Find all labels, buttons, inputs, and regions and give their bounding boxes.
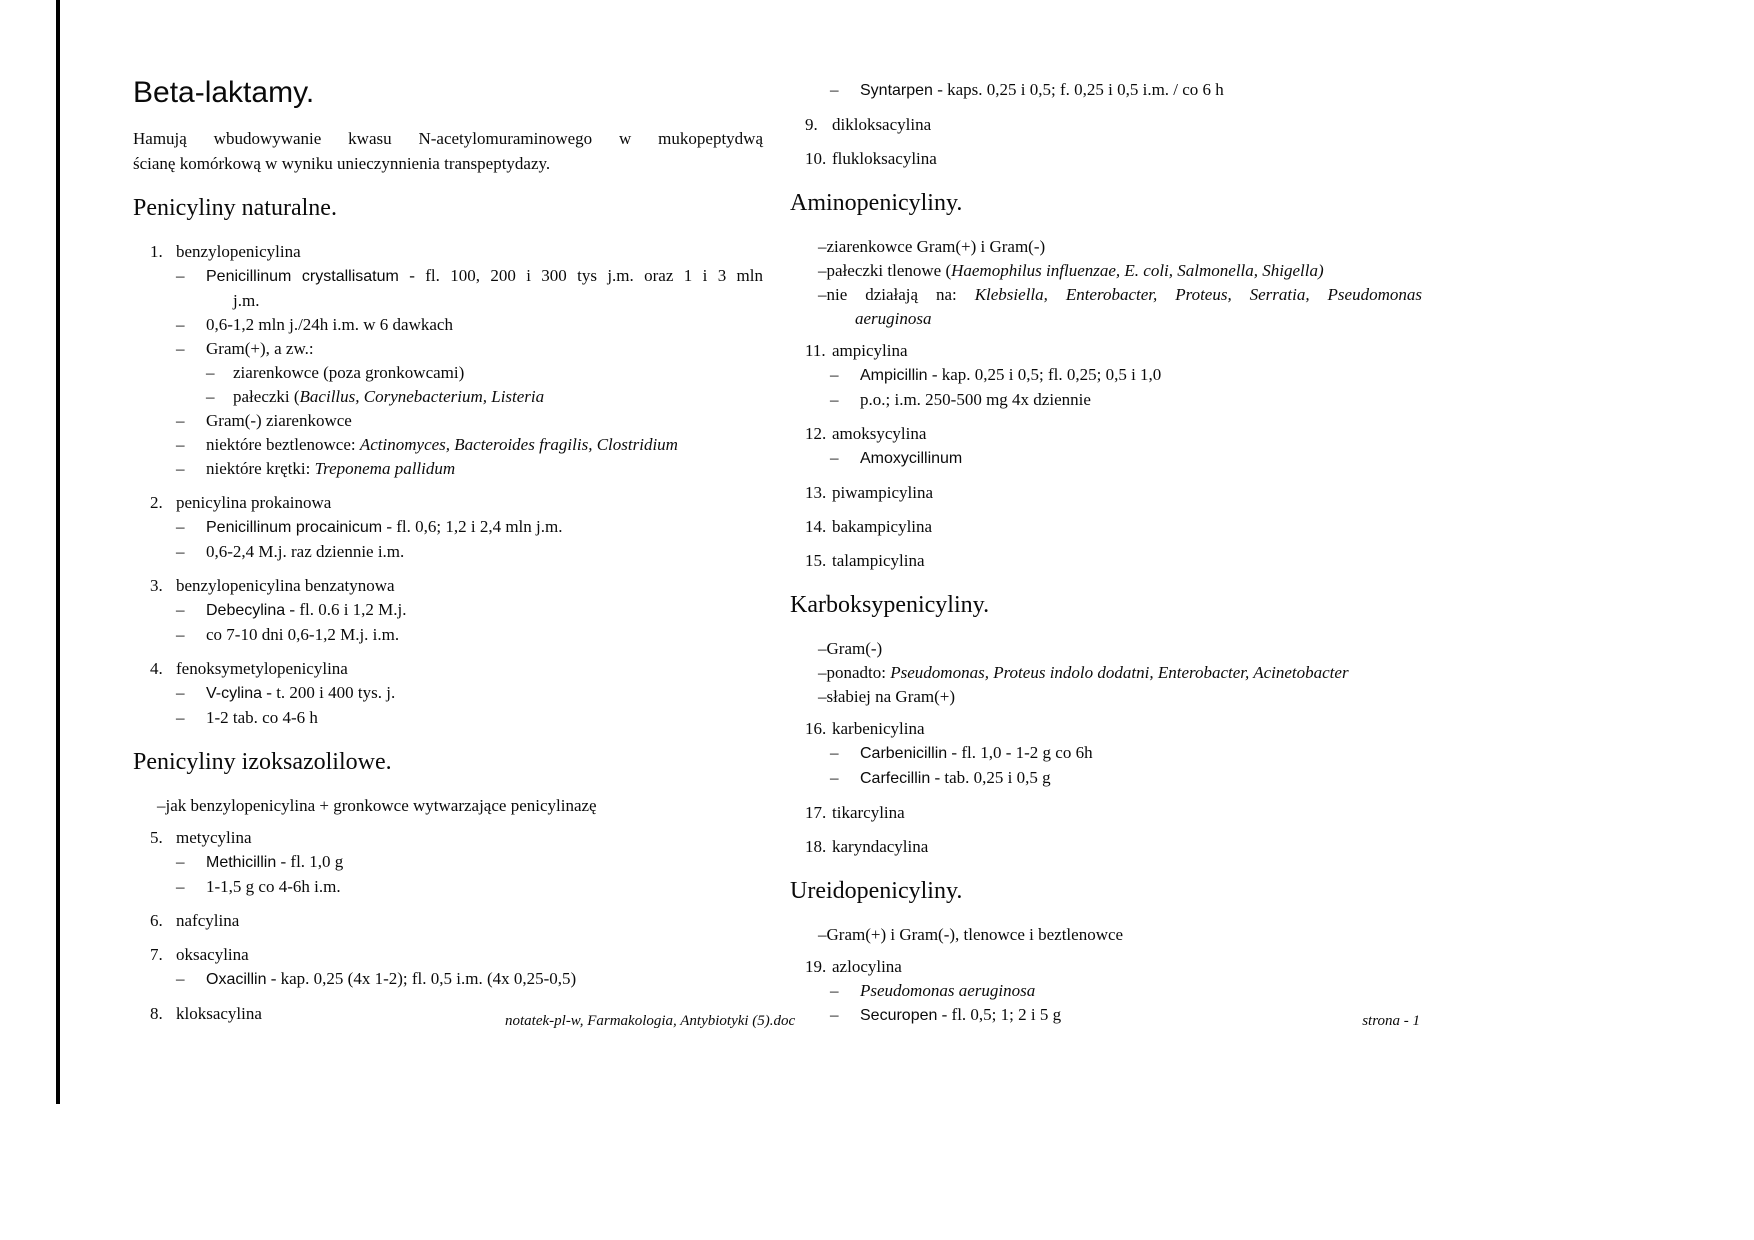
sub-text: 0,6-1,2 mln j./24h i.m. w 6 dawkach xyxy=(206,315,453,334)
numbered-item xyxy=(790,717,1422,741)
species-name: Pseudomonas, Proteus indolo dodatni, Enterobacter, Acinetobacter xyxy=(890,663,1349,682)
sub-item xyxy=(133,313,763,337)
numbered-item xyxy=(790,549,1422,573)
drug-name: Penicillinum crystallisatum xyxy=(206,268,399,285)
dash-bullet: – xyxy=(818,687,827,706)
section-notes xyxy=(790,235,1422,331)
dash-bullet: – xyxy=(176,625,185,644)
item-number: 10. xyxy=(805,149,827,168)
item-number: 9. xyxy=(805,115,818,134)
sub-item xyxy=(133,598,763,623)
drug-name: Methicillin xyxy=(206,854,277,871)
item-number: 18. xyxy=(805,837,827,856)
dash-bullet: – xyxy=(176,266,185,285)
numbered-item xyxy=(133,657,763,681)
species-name: Actinomyces, Bacteroides fragilis, Clostridium xyxy=(359,435,678,454)
section-heading: Aminopenicyliny. xyxy=(790,190,963,216)
sub-text: Securopen - fl. 0,5; 1; 2 i 5 g xyxy=(860,1005,1062,1024)
numbered-group xyxy=(790,78,1422,103)
item-number: 4. xyxy=(150,659,163,678)
sub-item xyxy=(790,363,1422,388)
sub-item xyxy=(790,766,1422,791)
dash-bullet: – xyxy=(157,796,166,815)
dash-bullet: – xyxy=(176,459,185,478)
numbered-group xyxy=(133,826,763,899)
numbered-group xyxy=(133,491,763,564)
numbered-group xyxy=(790,113,1422,137)
dash-bullet: – xyxy=(176,435,185,454)
intro-paragraph xyxy=(133,126,763,176)
dash-bullet: – xyxy=(830,365,839,384)
dash-bullet: – xyxy=(830,1005,839,1024)
item-text: bakampicylina xyxy=(832,517,933,536)
sub-item xyxy=(133,967,763,992)
dash-bullet: – xyxy=(818,925,827,944)
sub-item xyxy=(133,681,763,706)
numbered-group xyxy=(790,515,1422,539)
drug-name: Penicillinum procainicum xyxy=(206,519,383,536)
sub-item xyxy=(133,875,763,899)
note-line: –Gram(+) i Gram(-), tlenowce i beztlenowce xyxy=(818,925,1124,944)
dash-bullet: – xyxy=(830,390,839,409)
item-text: tikarcylina xyxy=(832,803,905,822)
sub-item xyxy=(790,78,1422,103)
dash-bullet: – xyxy=(830,981,839,1000)
sub-item xyxy=(133,623,763,647)
item-text: nafcylina xyxy=(176,911,240,930)
sub-item xyxy=(790,979,1422,1003)
item-number: 1. xyxy=(150,242,163,261)
intro-line: Hamują wbudowywanie kwasu N-acetylomuraminowego w mukopeptydwą xyxy=(133,129,763,148)
wrapped-line: j.m. xyxy=(233,291,260,310)
sub-text: 0,6-2,4 M.j. raz dziennie i.m. xyxy=(206,542,405,561)
sub-text: Syntarpen - kaps. 0,25 i 0,5; f. 0,25 i 0,5 i.m. / co 6 h xyxy=(860,80,1224,99)
item-number: 11. xyxy=(805,341,826,360)
item-text: fenoksymetylopenicylina xyxy=(176,659,348,678)
drug-name: V-cylina xyxy=(206,685,263,702)
numbered-item xyxy=(133,574,763,598)
species-name: Haemophilus influenzae, E. coli, Salmonella, Shigella) xyxy=(951,261,1324,280)
dash-bullet: – xyxy=(176,969,185,988)
dash-bullet: – xyxy=(830,768,839,787)
wrapped-line: aeruginosa xyxy=(855,309,932,328)
section-heading: Karboksypenicyliny. xyxy=(790,592,990,618)
sub-text: p.o.; i.m. 250-500 mg 4x dziennie xyxy=(860,390,1091,409)
item-number: 2. xyxy=(150,493,163,512)
numbered-item xyxy=(790,113,1422,137)
numbered-item xyxy=(790,515,1422,539)
item-text: piwampicylina xyxy=(832,483,934,502)
drug-name: Carbenicillin xyxy=(860,745,948,762)
drug-name: Carfecillin xyxy=(860,770,931,787)
dash-bullet: – xyxy=(206,387,215,406)
numbered-group xyxy=(790,955,1422,1028)
item-text: karyndacylina xyxy=(832,837,929,856)
numbered-group xyxy=(133,657,763,730)
species-name: Klebsiella, Enterobacter, Proteus, Serratia, Pseudomonas xyxy=(974,285,1422,304)
sub-text: V-cylina - t. 200 i 400 tys. j. xyxy=(206,683,396,702)
note-line: –ziarenkowce Gram(+) i Gram(-) xyxy=(818,237,1046,256)
item-text: benzylopenicylina xyxy=(176,242,301,261)
item-text: penicylina prokainowa xyxy=(176,493,332,512)
dash-bullet: – xyxy=(176,542,185,561)
drug-name: Debecylina xyxy=(206,602,286,619)
sub-text: Methicillin - fl. 1,0 g xyxy=(206,852,344,871)
numbered-item xyxy=(133,909,763,933)
sub-text: Carbenicillin - fl. 1,0 - 1-2 g co 6h xyxy=(860,743,1093,762)
dash-bullet: – xyxy=(206,363,215,382)
sub-item xyxy=(790,741,1422,766)
item-number: 14. xyxy=(805,517,827,536)
numbered-item xyxy=(790,955,1422,979)
sub-text: Debecylina - fl. 0.6 i 1,2 M.j. xyxy=(206,600,407,619)
numbered-group xyxy=(790,147,1422,171)
section-notes xyxy=(790,923,1422,947)
sub-text: niektóre krętki: Treponema pallidum xyxy=(206,459,456,478)
section-heading: Ureidopenicyliny. xyxy=(790,878,963,904)
sub-text: Oxacillin - kap. 0,25 (4x 1-2); fl. 0,5 i.m. (4x 0,25-0,5) xyxy=(206,969,577,988)
item-number: 15. xyxy=(805,551,827,570)
footer-page-number: strona - 1 xyxy=(1362,1013,1420,1029)
dash-bullet: – xyxy=(818,237,827,256)
sub-text: pałeczki (Bacillus, Corynebacterium, Listeria xyxy=(233,387,545,406)
sub-item xyxy=(133,457,763,481)
sub-text: 1-1,5 g co 4-6h i.m. xyxy=(206,877,341,896)
species-name: Treponema pallidum xyxy=(314,459,456,478)
numbered-group xyxy=(133,574,763,647)
item-number: 16. xyxy=(805,719,827,738)
sub-item xyxy=(133,706,763,730)
item-text: karbenicylina xyxy=(832,719,925,738)
item-text: azlocylina xyxy=(832,957,902,976)
dash-bullet: – xyxy=(176,852,185,871)
note-line: –słabiej na Gram(+) xyxy=(818,687,956,706)
sub-item xyxy=(790,446,1422,471)
numbered-group xyxy=(133,909,763,933)
numbered-item xyxy=(133,943,763,967)
numbered-item xyxy=(133,826,763,850)
item-text: kloksacylina xyxy=(176,1004,262,1023)
item-text: dikloksacylina xyxy=(832,115,932,134)
dash-bullet: – xyxy=(176,708,185,727)
dash-bullet: – xyxy=(830,743,839,762)
note-line: –ponadto: Pseudomonas, Proteus indolo dodatni, Enterobacter, Acinetobacter xyxy=(818,663,1349,682)
drug-name: Amoxycillinum xyxy=(860,450,963,467)
dash-bullet: – xyxy=(830,80,839,99)
sub-item xyxy=(133,264,763,289)
dash-bullet: – xyxy=(818,261,827,280)
doc-title: Beta-laktamy. xyxy=(133,76,315,109)
sub-text: Carfecillin - tab. 0,25 i 0,5 g xyxy=(860,768,1051,787)
item-number: 8. xyxy=(150,1004,163,1023)
left-border-line xyxy=(56,0,60,1104)
sub-item xyxy=(790,388,1422,412)
item-number: 17. xyxy=(805,803,827,822)
numbered-group xyxy=(790,481,1422,505)
sub-sub-item xyxy=(133,385,763,409)
numbered-item xyxy=(790,339,1422,363)
numbered-group xyxy=(790,801,1422,825)
footer-doc-name: notatek-pl-w, Farmakologia, Antybiotyki (5).doc xyxy=(505,1013,796,1029)
item-text: benzylopenicylina benzatynowa xyxy=(176,576,395,595)
numbered-group xyxy=(790,339,1422,412)
numbered-item xyxy=(790,835,1422,859)
sub-item xyxy=(133,540,763,564)
sub-item xyxy=(133,337,763,361)
numbered-group xyxy=(790,422,1422,471)
dash-bullet: – xyxy=(818,663,827,682)
dash-bullet: – xyxy=(176,683,185,702)
dash-bullet: – xyxy=(176,339,185,358)
sub-sub-item xyxy=(133,361,763,385)
dash-bullet: – xyxy=(818,639,827,658)
note-line: –pałeczki tlenowe (Haemophilus influenzae, E. coli, Salmonella, Shigella) xyxy=(818,261,1324,280)
numbered-item xyxy=(790,147,1422,171)
note-line: –jak benzylopenicylina + gronkowce wytwarzające penicylinazę xyxy=(157,796,597,815)
section-heading: Penicyliny naturalne. xyxy=(133,195,337,221)
item-text: amoksycylina xyxy=(832,424,927,443)
item-text: ampicylina xyxy=(832,341,908,360)
intro-line: ścianę komórkową w wyniku unieczynnienia transpeptydazy. xyxy=(133,154,551,173)
dash-bullet: – xyxy=(176,315,185,334)
numbered-item xyxy=(790,801,1422,825)
item-number: 12. xyxy=(805,424,827,443)
sub-text: Gram(-) ziarenkowce xyxy=(206,411,352,430)
drug-name: Ampicillin xyxy=(860,367,928,384)
sub-text: ziarenkowce (poza gronkowcami) xyxy=(233,363,465,382)
drug-name: Oxacillin xyxy=(206,971,267,988)
item-text: metycylina xyxy=(176,828,252,847)
item-number: 19. xyxy=(805,957,827,976)
sub-item xyxy=(133,409,763,433)
section-heading: Penicyliny izoksazolilowe. xyxy=(133,749,392,775)
left-column xyxy=(133,0,763,1036)
numbered-group xyxy=(790,717,1422,791)
sub-text: co 7-10 dni 0,6-1,2 M.j. i.m. xyxy=(206,625,400,644)
sub-item xyxy=(790,1003,1422,1028)
numbered-item xyxy=(790,481,1422,505)
numbered-item xyxy=(133,491,763,515)
species-name: Bacillus, Corynebacterium, Listeria xyxy=(299,387,545,406)
note-line: –Gram(-) xyxy=(818,639,883,658)
numbered-item xyxy=(133,240,763,264)
dash-bullet: – xyxy=(176,877,185,896)
item-text: flukloksacylina xyxy=(832,149,937,168)
dash-bullet: – xyxy=(176,600,185,619)
section-notes xyxy=(133,794,763,818)
item-number: 6. xyxy=(150,911,163,930)
item-number: 5. xyxy=(150,828,163,847)
item-number: 7. xyxy=(150,945,163,964)
drug-name: Securopen xyxy=(860,1007,938,1024)
sub-text: niektóre beztlenowce: Actinomyces, Bacteroides fragilis, Clostridium xyxy=(206,435,678,454)
dash-bullet: – xyxy=(176,517,185,536)
section-notes xyxy=(790,637,1422,709)
sub-text: 1-2 tab. co 4-6 h xyxy=(206,708,318,727)
numbered-item xyxy=(790,422,1422,446)
species-name: Pseudomonas aeruginosa xyxy=(860,981,1036,1000)
item-text: oksacylina xyxy=(176,945,249,964)
sub-text: Penicillinum crystallisatum - fl. 100, 200 i 300 tys j.m. oraz 1 i 3 mln xyxy=(206,266,764,285)
sub-text: Ampicillin - kap. 0,25 i 0,5; fl. 0,25; 0,5 i 1,0 xyxy=(860,365,1162,384)
sub-text: Gram(+), a zw.: xyxy=(206,339,314,358)
item-text: talampicylina xyxy=(832,551,925,570)
sub-item xyxy=(133,515,763,540)
dash-bullet: – xyxy=(176,411,185,430)
note-line: –nie działają na: Klebsiella, Enterobacter, Proteus, Serratia, Pseudomonas xyxy=(818,285,1422,304)
item-number: 3. xyxy=(150,576,163,595)
numbered-group xyxy=(133,240,763,481)
dash-bullet: – xyxy=(818,285,827,304)
numbered-group xyxy=(790,549,1422,573)
numbered-group xyxy=(790,835,1422,859)
sub-item xyxy=(133,850,763,875)
right-column xyxy=(790,0,1422,1038)
item-number: 13. xyxy=(805,483,827,502)
dash-bullet: – xyxy=(830,448,839,467)
drug-name: Syntarpen xyxy=(860,82,933,99)
sub-item xyxy=(133,433,763,457)
numbered-group xyxy=(133,943,763,992)
sub-text: Penicillinum procainicum - fl. 0,6; 1,2 i 2,4 mln j.m. xyxy=(206,517,563,536)
sub-text xyxy=(860,446,1422,471)
